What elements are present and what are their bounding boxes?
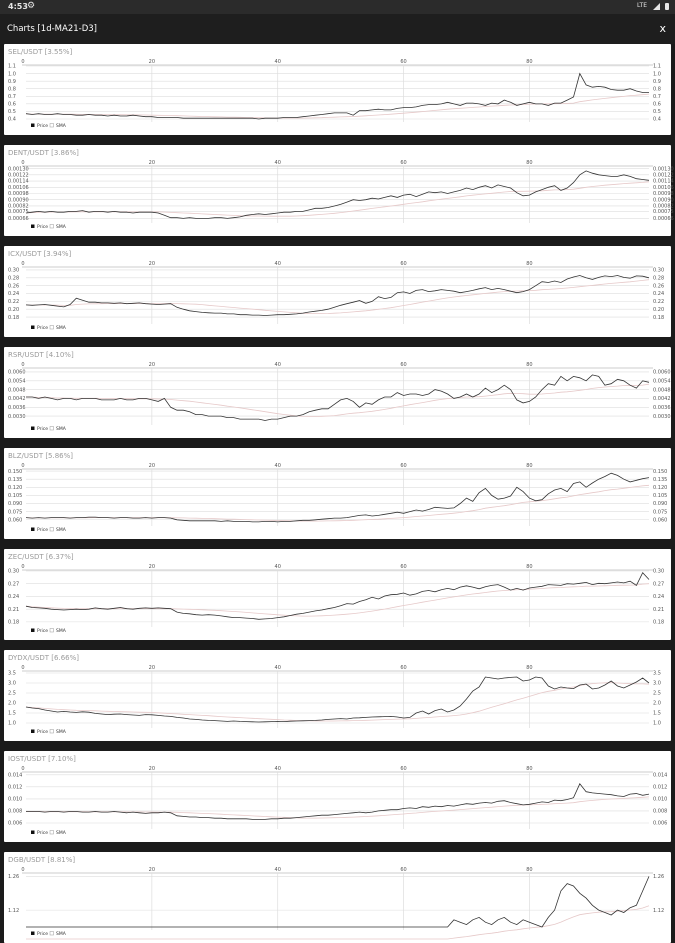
y-tick-label: 0.014 [8, 772, 23, 779]
price-chart [4, 347, 671, 438]
legend-price-label: Price [37, 427, 48, 432]
y-tick-label: 0.120 [653, 485, 668, 492]
y-tick-label: 0.0030 [653, 413, 671, 420]
y-tick-label: 0.060 [653, 517, 668, 524]
legend-sma-swatch [50, 831, 54, 835]
y-tick-label: 3.0 [653, 680, 661, 687]
x-tick-label: 80 [526, 261, 533, 267]
chart-card[interactable] [4, 751, 671, 842]
chart-title: IOST/USDT [7.10%] [8, 755, 76, 763]
legend-price-swatch [31, 629, 35, 633]
y-tick-label: 0.0060 [653, 369, 671, 376]
y-tick-label: 0.060 [8, 517, 23, 524]
legend-sma-label: SMA [56, 124, 66, 129]
y-tick-label: 0.135 [653, 476, 668, 483]
y-tick-label: 0.150 [653, 468, 668, 475]
y-tick-label: 0.0054 [653, 378, 671, 385]
y-tick-label: 0.012 [8, 784, 23, 791]
chart-card[interactable] [4, 448, 671, 539]
y-tick-label: 0.0036 [653, 404, 671, 411]
sma-line [26, 485, 649, 521]
y-tick-label: 0.00075 [8, 209, 29, 216]
x-tick-label: 60 [400, 261, 407, 267]
x-tick-label: 40 [274, 766, 281, 772]
chart-title: ZEC/USDT [6.37%] [8, 553, 74, 561]
x-tick-label: 60 [400, 665, 407, 671]
legend-sma-swatch [50, 225, 54, 229]
y-tick-label: 0.18 [8, 314, 20, 321]
x-tick-label: 80 [526, 59, 533, 65]
y-tick-label: 1.0 [653, 71, 661, 78]
y-tick-label: 0.9 [8, 78, 16, 85]
x-tick-label: 40 [274, 564, 281, 570]
y-tick-label: 0.0048 [653, 387, 671, 394]
x-tick-label: 0 [21, 564, 25, 570]
y-tick-label: 0.21 [653, 606, 665, 613]
x-tick-label: 40 [274, 261, 281, 267]
status-bar [0, 0, 675, 14]
x-tick-label: 40 [274, 665, 281, 671]
y-tick-label: 1.1 [653, 63, 661, 70]
x-tick-label: 20 [148, 867, 156, 873]
price-chart [4, 145, 674, 236]
y-tick-label: 0.008 [8, 808, 23, 815]
y-tick-label: 0.6 [8, 101, 16, 108]
legend-sma-swatch [50, 124, 54, 128]
price-chart [4, 852, 671, 943]
x-tick-label: 0 [21, 867, 25, 873]
x-tick-label: 20 [148, 766, 156, 772]
legend-price-swatch [31, 326, 35, 330]
y-tick-label: 0.26 [653, 283, 665, 290]
y-tick-label: 0.18 [8, 619, 20, 626]
legend-sma-swatch [50, 730, 54, 734]
y-tick-label: 0.00130 [653, 166, 674, 173]
legend-price-swatch [31, 730, 35, 734]
y-tick-label: 2.5 [8, 690, 16, 697]
y-tick-label: 0.24 [653, 594, 665, 601]
y-tick-label: 0.00122 [8, 172, 29, 179]
x-tick-label: 40 [274, 463, 281, 469]
x-tick-label: 60 [400, 564, 407, 570]
x-tick-label: 80 [526, 867, 533, 873]
y-tick-label: 0.24 [653, 291, 665, 298]
legend-price-label: Price [37, 326, 48, 331]
legend-price-label: Price [37, 932, 48, 937]
y-tick-label: 0.30 [8, 267, 20, 274]
x-tick-label: 40 [274, 867, 281, 873]
x-tick-label: 80 [526, 160, 533, 166]
chart-card[interactable] [4, 650, 671, 741]
chart-title: DGB/USDT [8.81%] [8, 856, 76, 864]
y-tick-label: 0.0048 [8, 387, 26, 394]
y-tick-label: 0.24 [8, 291, 20, 298]
legend-sma-swatch [50, 528, 54, 532]
sma-line [26, 683, 649, 722]
network-type: LTE [637, 2, 647, 9]
x-tick-label: 0 [21, 665, 25, 671]
price-chart [4, 751, 671, 842]
legend-sma-label: SMA [56, 831, 66, 836]
y-tick-label: 0.00090 [8, 197, 29, 204]
y-tick-label: 0.26 [8, 283, 20, 290]
y-tick-label: 0.22 [8, 299, 20, 306]
x-tick-label: 0 [21, 160, 25, 166]
y-tick-label: 0.7 [653, 93, 661, 100]
chart-title: RSR/USDT [4.10%] [8, 351, 74, 359]
y-tick-label: 0.105 [653, 493, 668, 500]
x-tick-label: 20 [148, 665, 156, 671]
y-tick-label: 0.075 [8, 509, 23, 516]
y-tick-label: 1.5 [653, 710, 661, 717]
x-tick-label: 80 [526, 362, 533, 368]
legend-sma-swatch [50, 932, 54, 936]
y-tick-label: 0.8 [653, 86, 661, 93]
x-tick-label: 20 [148, 261, 156, 267]
legend-price-label: Price [37, 528, 48, 533]
x-tick-label: 60 [400, 160, 407, 166]
x-tick-label: 0 [21, 261, 25, 267]
y-tick-label: 0.0042 [8, 396, 26, 403]
y-tick-label: 0.28 [653, 275, 665, 282]
price-chart [4, 448, 671, 539]
y-tick-label: 0.0030 [8, 413, 26, 420]
y-tick-label: 0.00130 [8, 166, 29, 173]
y-tick-label: 0.00082 [8, 203, 29, 210]
y-tick-label: 0.0042 [653, 396, 671, 403]
legend-sma-label: SMA [56, 528, 66, 533]
x-tick-label: 0 [21, 362, 25, 368]
y-tick-label: 1.26 [8, 874, 20, 881]
x-tick-label: 20 [148, 463, 156, 469]
y-tick-label: 0.006 [653, 820, 668, 827]
y-tick-label: 0.00106 [653, 184, 674, 191]
y-tick-label: 0.075 [653, 509, 668, 516]
x-tick-label: 20 [148, 59, 156, 65]
legend-sma-swatch [50, 326, 54, 330]
price-line [26, 473, 649, 522]
x-tick-label: 80 [526, 463, 533, 469]
y-tick-label: 0.00114 [653, 178, 674, 185]
legend-price-swatch [31, 427, 35, 431]
x-tick-label: 0 [21, 766, 25, 772]
legend-price-label: Price [37, 831, 48, 836]
y-tick-label: 1.12 [653, 907, 665, 914]
sma-line [26, 584, 649, 616]
y-tick-label: 2.5 [653, 690, 661, 697]
x-tick-label: 40 [274, 362, 281, 368]
x-tick-label: 40 [274, 59, 281, 65]
y-tick-label: 0.5 [8, 109, 16, 116]
y-tick-label: 1.12 [8, 907, 20, 914]
y-tick-label: 0.7 [8, 93, 16, 100]
y-tick-label: 1.1 [8, 63, 16, 70]
chart-card[interactable] [4, 852, 671, 943]
y-tick-label: 0.30 [653, 568, 665, 575]
y-tick-label: 1.0 [8, 720, 16, 727]
x-tick-label: 60 [400, 59, 407, 65]
y-tick-label: 0.18 [653, 619, 665, 626]
y-tick-label: 0.21 [8, 606, 20, 613]
chart-card[interactable] [4, 246, 671, 337]
battery-icon [665, 3, 669, 10]
chart-card[interactable] [4, 549, 671, 640]
x-tick-label: 0 [21, 59, 25, 65]
y-tick-label: 0.00075 [653, 209, 674, 216]
chart-card[interactable] [4, 44, 671, 135]
y-tick-label: 0.090 [653, 501, 668, 508]
y-tick-label: 0.012 [653, 784, 668, 791]
page-title: Charts [1d-MA21-D3] [7, 24, 97, 34]
y-tick-label: 0.8 [8, 86, 16, 93]
legend-price-swatch [31, 831, 35, 835]
y-tick-label: 0.28 [8, 275, 20, 282]
legend-sma-label: SMA [56, 225, 66, 230]
y-tick-label: 0.20 [8, 306, 20, 313]
y-tick-label: 0.4 [653, 116, 661, 123]
y-tick-label: 3.0 [8, 680, 16, 687]
legend-price-label: Price [37, 124, 48, 129]
y-tick-label: 0.090 [8, 501, 23, 508]
x-tick-label: 60 [400, 362, 407, 368]
y-tick-label: 0.30 [8, 568, 20, 575]
chart-title: SEL/USDT [3.55%] [8, 48, 73, 56]
y-tick-label: 0.00090 [653, 197, 674, 204]
legend-sma-label: SMA [56, 427, 66, 432]
legend-price-swatch [31, 528, 35, 532]
legend-sma-swatch [50, 427, 54, 431]
y-tick-label: 3.5 [653, 670, 661, 677]
y-tick-label: 0.27 [8, 581, 20, 588]
sma-line [26, 94, 649, 118]
sma-line [26, 906, 649, 939]
chart-title: BLZ/USDT [5.86%] [8, 452, 74, 460]
price-chart [4, 44, 671, 135]
legend-sma-swatch [50, 629, 54, 633]
legend-sma-label: SMA [56, 629, 66, 634]
x-tick-label: 60 [400, 463, 407, 469]
legend-price-swatch [31, 124, 35, 128]
y-tick-label: 0.150 [8, 468, 23, 475]
chart-card[interactable] [4, 145, 674, 236]
y-tick-label: 0.22 [653, 299, 665, 306]
price-chart [4, 549, 671, 640]
y-tick-label: 3.5 [8, 670, 16, 677]
y-tick-label: 1.0 [653, 720, 661, 727]
sma-line [26, 182, 649, 216]
sma-line [26, 280, 649, 314]
y-tick-label: 0.9 [653, 78, 661, 85]
x-tick-label: 20 [148, 564, 156, 570]
close-button[interactable]: x [659, 22, 666, 35]
price-line [26, 375, 649, 421]
y-tick-label: 0.30 [653, 267, 665, 274]
x-tick-label: 40 [274, 160, 281, 166]
y-tick-label: 0.00082 [653, 203, 674, 210]
chart-title: ICX/USDT [3.94%] [8, 250, 72, 258]
legend-price-label: Price [37, 225, 48, 230]
y-tick-label: 0.008 [653, 808, 668, 815]
y-tick-label: 0.20 [653, 306, 665, 313]
y-tick-label: 0.5 [653, 109, 661, 116]
legend-sma-label: SMA [56, 326, 66, 331]
y-tick-label: 0.0060 [8, 369, 26, 376]
x-tick-label: 0 [21, 463, 25, 469]
legend-price-swatch [31, 225, 35, 229]
y-tick-label: 0.00114 [8, 178, 29, 185]
price-line [26, 573, 649, 620]
y-tick-label: 0.0054 [8, 378, 26, 385]
y-tick-label: 0.27 [653, 581, 665, 588]
y-tick-label: 1.0 [8, 71, 16, 78]
y-tick-label: 1.5 [8, 710, 16, 717]
legend-sma-label: SMA [56, 730, 66, 735]
y-tick-label: 0.0036 [8, 404, 26, 411]
price-line [26, 876, 649, 927]
y-tick-label: 0.010 [653, 796, 668, 803]
x-tick-label: 60 [400, 766, 407, 772]
y-tick-label: 0.010 [8, 796, 23, 803]
chart-title: DENT/USDT [3.86%] [8, 149, 79, 157]
legend-sma-label: SMA [56, 932, 66, 937]
price-chart [4, 246, 671, 337]
y-tick-label: 2.0 [8, 700, 16, 707]
app-bar [0, 14, 675, 44]
y-tick-label: 0.014 [653, 772, 668, 779]
price-line [26, 677, 649, 722]
y-tick-label: 0.120 [8, 485, 23, 492]
y-tick-label: 2.0 [653, 700, 661, 707]
x-tick-label: 80 [526, 665, 533, 671]
price-line [26, 784, 649, 820]
y-tick-label: 1.26 [653, 874, 665, 881]
y-tick-label: 0.135 [8, 476, 23, 483]
status-time: 4:53 [8, 2, 28, 11]
y-tick-label: 0.6 [653, 101, 661, 108]
y-tick-label: 0.00106 [8, 184, 29, 191]
x-tick-label: 20 [148, 160, 156, 166]
x-tick-label: 80 [526, 766, 533, 772]
chart-title: DYDX/USDT [6.66%] [8, 654, 79, 662]
y-tick-label: 0.4 [8, 116, 16, 123]
y-tick-label: 0.00066 [653, 216, 674, 223]
sma-line [26, 384, 649, 416]
legend-price-label: Price [37, 629, 48, 634]
x-tick-label: 80 [526, 564, 533, 570]
chart-card[interactable] [4, 347, 671, 438]
y-tick-label: 0.24 [8, 594, 20, 601]
y-tick-label: 0.00066 [8, 216, 29, 223]
x-tick-label: 20 [148, 362, 156, 368]
y-tick-label: 0.00098 [8, 191, 29, 198]
gear-icon: ⚙ [27, 1, 36, 11]
y-tick-label: 0.00098 [653, 191, 674, 198]
y-tick-label: 0.105 [8, 493, 23, 500]
signal-icon [653, 3, 660, 10]
y-tick-label: 0.00122 [653, 172, 674, 179]
price-chart [4, 650, 671, 741]
legend-price-swatch [31, 932, 35, 936]
x-tick-label: 60 [400, 867, 407, 873]
legend-price-label: Price [37, 730, 48, 735]
y-tick-label: 0.18 [653, 314, 665, 321]
y-tick-label: 0.006 [8, 820, 23, 827]
